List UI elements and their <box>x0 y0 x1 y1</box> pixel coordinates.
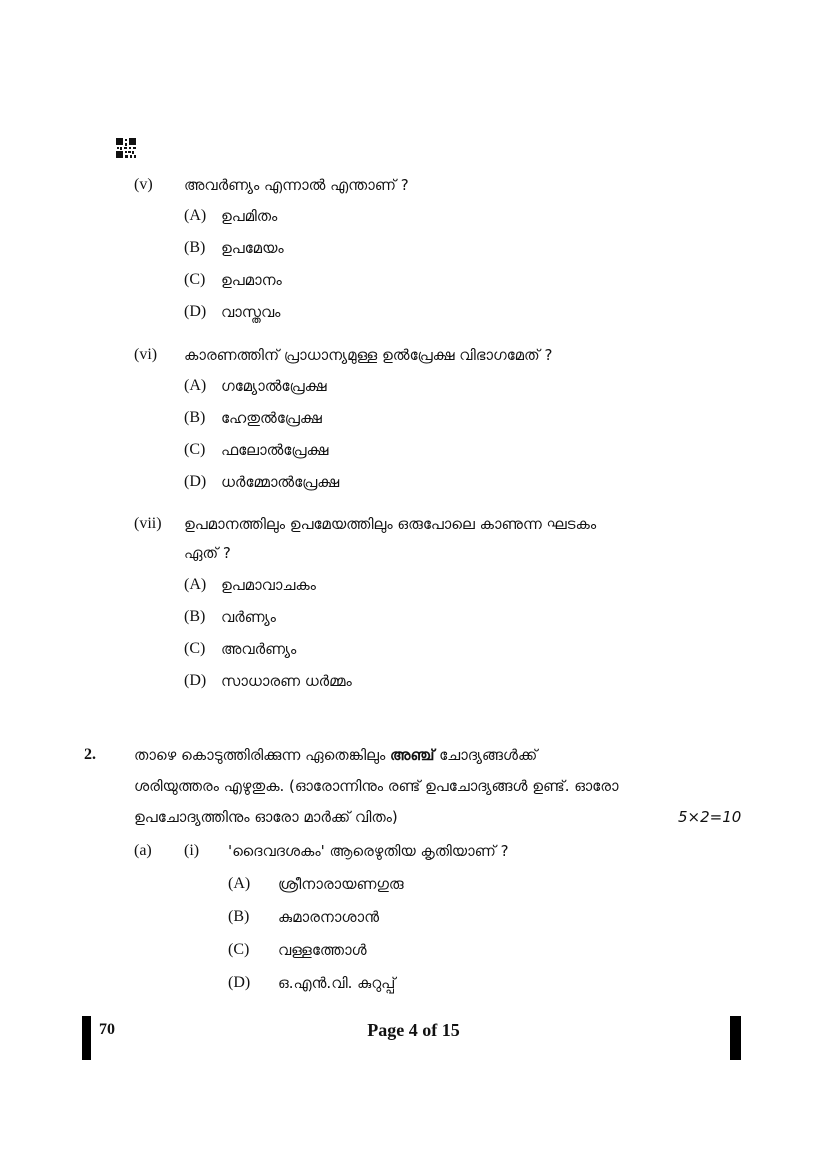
question-text-continued: ഏത് ? <box>184 544 231 562</box>
question-text: ഉപമാനത്തിലും ഉപമേയത്തിലും ഒരുപോലെ കാണുന്ന ഘടകം <box>184 515 597 533</box>
question-number: (v) <box>134 176 153 193</box>
question-number: (vii) <box>134 515 162 532</box>
option-text: ഉപമാനം <box>221 271 282 289</box>
option-text: വാസ്തവം <box>221 303 281 321</box>
option-label: (D) <box>184 303 207 320</box>
instruction-line-2: ശരിയുത്തരം എഴുതുക. (ഓരോന്നിനും രണ്ട് ഉപചോദ്യങ്ങൾ ഉണ്ട്. ഓരോ <box>134 777 619 795</box>
option-label: (A) <box>184 576 207 593</box>
option-label: (D) <box>184 473 207 490</box>
option-label: (C) <box>228 941 250 958</box>
footer-bar-right <box>730 1016 741 1060</box>
page-number: Page 4 of 15 <box>367 1020 460 1040</box>
paper-code: 70 <box>99 1021 115 1038</box>
option-label: (C) <box>184 271 206 288</box>
option-text: ഒ.എൻ.വി. കുറുപ്പ് <box>278 974 396 992</box>
option-text: ശ്രീനാരായണഗുരു <box>278 875 404 893</box>
instruction-line-1 <box>134 746 537 764</box>
option-label: (D) <box>228 974 251 991</box>
instruction-text: താഴെ കൊടുത്തിരിക്കുന്ന ഏതെങ്കിലും <box>134 746 391 764</box>
question-text: അവർണ്യം എന്നാൽ എന്താണ് ? <box>184 176 409 194</box>
option-text: ഉപമിതം <box>221 207 278 225</box>
option-label: (B) <box>184 409 206 426</box>
option-label: (D) <box>184 672 207 689</box>
option-label: (C) <box>184 640 206 657</box>
question-number: 2. <box>84 746 96 763</box>
option-text: സാധാരണ ധർമ്മം <box>221 672 352 690</box>
option-text: ഗമ്യോൽപ്രേക്ഷ <box>221 377 327 395</box>
instruction-line-3: ഉപചോദ്യത്തിനും ഓരോ മാർക്ക് വിതം) <box>134 808 398 826</box>
question-text: 'ദൈവദശകം' ആരെഴുതിയ കൃതിയാണ് ? <box>228 842 509 860</box>
option-text: കുമാരനാശാൻ <box>278 908 379 926</box>
option-label: (B) <box>184 239 206 256</box>
option-label: (A) <box>228 875 251 892</box>
option-text: അവർണ്യം <box>221 640 297 658</box>
option-label: (B) <box>184 608 206 625</box>
option-label: (C) <box>184 441 206 458</box>
option-label: (A) <box>184 207 207 224</box>
option-text: വർണ്യം <box>221 608 276 626</box>
option-label: (A) <box>184 377 207 394</box>
option-text: ഉപമാവാചകം <box>221 576 316 594</box>
marks-allocation: 5×2=10 <box>678 808 742 826</box>
qr-code-icon <box>116 138 136 158</box>
option-text: ഹേതുൽപ്രേക്ഷ <box>221 409 322 427</box>
option-text: വള്ളത്തോൾ <box>278 941 367 959</box>
subquestion-label: (a) <box>134 842 152 859</box>
instruction-text: ചോദ്യങ്ങൾക്ക് <box>434 746 538 764</box>
option-label: (B) <box>228 908 250 925</box>
question-text: കാരണത്തിന് പ്രാധാന്യമുള്ള ഉൽപ്രേക്ഷ വിഭാഗമേത് ? <box>184 346 553 364</box>
option-text: ഉപമേയം <box>221 239 284 257</box>
question-number: (vi) <box>134 346 158 363</box>
subquestion-number: (i) <box>184 842 200 859</box>
option-text: ധർമ്മോൽപ്രേക്ഷ <box>221 473 340 491</box>
option-text: ഫലോൽപ്രേക്ഷ <box>221 441 329 459</box>
instruction-emphasis: അഞ്ച് <box>390 746 435 764</box>
